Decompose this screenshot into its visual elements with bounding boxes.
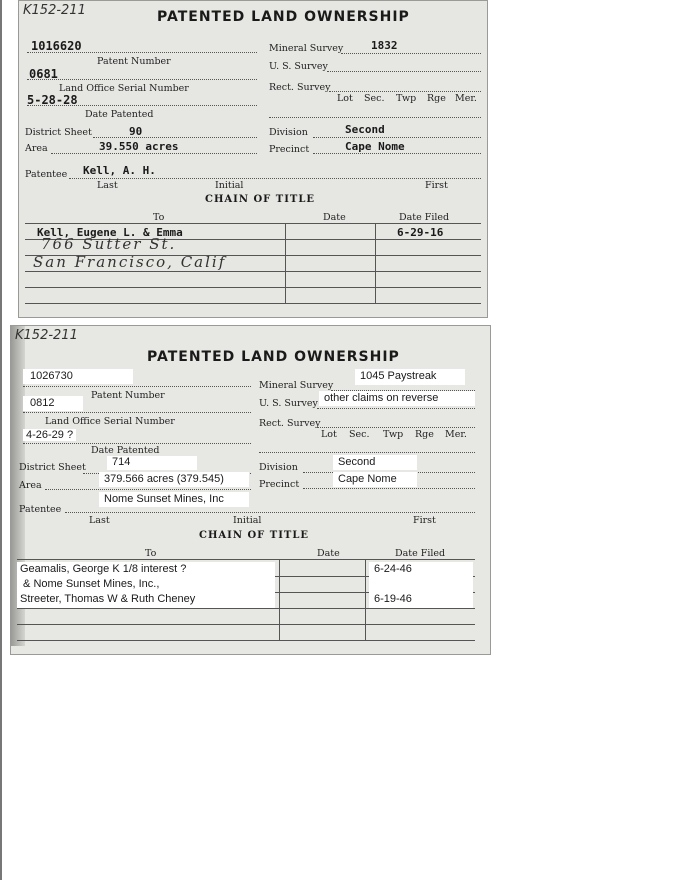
mer-label: Mer. [455, 93, 477, 104]
ownership-card-1 [18, 0, 488, 318]
initial-label: Initial [215, 180, 244, 191]
mineral-survey-label: Mineral Survey [259, 380, 334, 391]
date-patented-value: 5-28-28 [27, 93, 78, 107]
chain-row3-to: Streeter, Thomas W & Ruth Cheney [17, 593, 198, 605]
table-rule [25, 287, 481, 288]
serial-number-value: 0681 [29, 67, 58, 81]
serial-label: Land Office Serial Number [59, 83, 189, 94]
patent-number-label: Patent Number [97, 56, 171, 67]
rule [69, 178, 481, 179]
initial-label: Initial [233, 515, 262, 526]
date-patented-label: Date Patented [85, 109, 154, 120]
date-header: Date [323, 212, 346, 223]
rule [27, 105, 257, 106]
rule [269, 117, 481, 118]
table-rule [17, 559, 475, 560]
to-header: To [145, 548, 157, 559]
rect-survey-label: Rect. Survey [259, 418, 321, 429]
date-filed-header: Date Filed [395, 548, 446, 559]
district-sheet-label: District Sheet [25, 127, 92, 138]
chain-of-title-heading: CHAIN OF TITLE [199, 530, 309, 541]
last-label: Last [97, 180, 118, 191]
us-survey-label: U. S. Survey [259, 398, 318, 409]
rule [27, 79, 257, 80]
rule [23, 412, 251, 413]
patentee-label: Patentee [19, 504, 62, 515]
date-patented-label: Date Patented [91, 445, 160, 456]
rge-label: Rge [415, 429, 434, 440]
table-divider [279, 559, 280, 640]
corner-note: K152-211 [23, 3, 86, 18]
table-divider [285, 223, 286, 303]
to-header: To [153, 212, 165, 223]
table-rule [17, 608, 475, 609]
table-rule [25, 223, 481, 224]
rule [341, 53, 481, 54]
card-title: PATENTED LAND OWNERSHIP [157, 9, 410, 25]
district-sheet-value: 90 [129, 125, 143, 138]
table-divider [365, 559, 366, 640]
mineral-survey-value: 1045 Paystreak [357, 370, 439, 382]
first-label: First [413, 515, 436, 526]
sec-label: Sec. [364, 93, 385, 104]
patentee-value: Nome Sunset Mines, Inc [101, 493, 227, 505]
serial-label: Land Office Serial Number [45, 416, 175, 427]
handwritten-address-1: 766 Sutter St. [41, 235, 177, 253]
area-value: 379.566 acres (379.545) [101, 473, 227, 485]
last-label: Last [89, 515, 110, 526]
date-patented-value: 714 [109, 456, 133, 468]
division-label: Division [269, 127, 308, 138]
rule [27, 52, 257, 53]
rule [45, 489, 251, 490]
patent-number-value: 1016620 [31, 39, 82, 53]
ownership-card-2 [10, 325, 491, 655]
rule [329, 91, 481, 92]
rect-survey-label: Rect. Survey [269, 82, 331, 93]
precinct-value: Cape Nome [335, 473, 400, 485]
rule [317, 427, 475, 428]
sec-label: Sec. [349, 429, 370, 440]
lot-label: Lot [321, 429, 337, 440]
patent-number-value: 1026730 [27, 370, 76, 382]
mineral-survey-label: Mineral Survey [269, 43, 344, 54]
rule [313, 153, 481, 154]
handwritten-address-2: San Francisco, Calif [33, 253, 227, 271]
us-survey-value: other claims on reverse [321, 392, 441, 404]
date-filed-header: Date Filed [399, 212, 450, 223]
rule [23, 386, 251, 387]
division-value: Second [345, 123, 385, 136]
table-rule [25, 303, 481, 304]
patent-number-label: Patent Number [91, 390, 165, 401]
first-label: First [425, 180, 448, 191]
chain-row3-date-filed: 6-19-46 [371, 593, 415, 605]
area-label: Area [25, 143, 48, 154]
corner-note: K152-211 [15, 328, 78, 343]
chain-row1-date-filed: 6-24-46 [371, 563, 415, 575]
rule [65, 512, 475, 513]
card-title: PATENTED LAND OWNERSHIP [147, 349, 400, 365]
rule [317, 408, 475, 409]
rule [313, 137, 481, 138]
rge-label: Rge [427, 93, 446, 104]
scan-edge [0, 0, 2, 880]
division-label: Division [259, 462, 298, 473]
mer-label: Mer. [445, 429, 467, 440]
division-value: Second [335, 456, 378, 468]
date-header: Date [317, 548, 340, 559]
rule [303, 488, 475, 489]
chain-of-title-heading: CHAIN OF TITLE [205, 194, 315, 205]
area-value: 39.550 acres [99, 140, 179, 153]
chain-row1-to: Kell, Eugene L. & Emma [37, 226, 183, 239]
rule [51, 153, 257, 154]
precinct-value: Cape Nome [345, 140, 405, 153]
mineral-survey-value: 1832 [371, 39, 398, 52]
serial-number-value: 0812 [27, 397, 57, 409]
twp-label: Twp [383, 429, 404, 440]
table-rule [17, 640, 475, 641]
patentee-value: Kell, A. H. [83, 164, 156, 177]
table-rule [25, 271, 481, 272]
district-sheet-label: District Sheet [19, 462, 86, 473]
patentee-label: Patentee [25, 169, 68, 180]
table-divider [375, 223, 376, 303]
rule [327, 71, 481, 72]
area-label: Area [19, 480, 42, 491]
table-rule [17, 624, 475, 625]
rule [259, 452, 475, 453]
rule [93, 137, 257, 138]
precinct-label: Precinct [269, 144, 310, 155]
lot-label: Lot [337, 93, 353, 104]
us-survey-label: U. S. Survey [269, 61, 328, 72]
chain-row1-date-filed: 6-29-16 [397, 226, 444, 239]
date-patented-typed: 4-26-29 ? [23, 429, 76, 441]
precinct-label: Precinct [259, 479, 300, 490]
chain-row2-to: & Nome Sunset Mines, Inc., [17, 578, 162, 590]
rule [23, 443, 251, 444]
chain-row1-to: Geamalis, George K 1/8 interest ? [17, 563, 189, 575]
twp-label: Twp [396, 93, 417, 104]
